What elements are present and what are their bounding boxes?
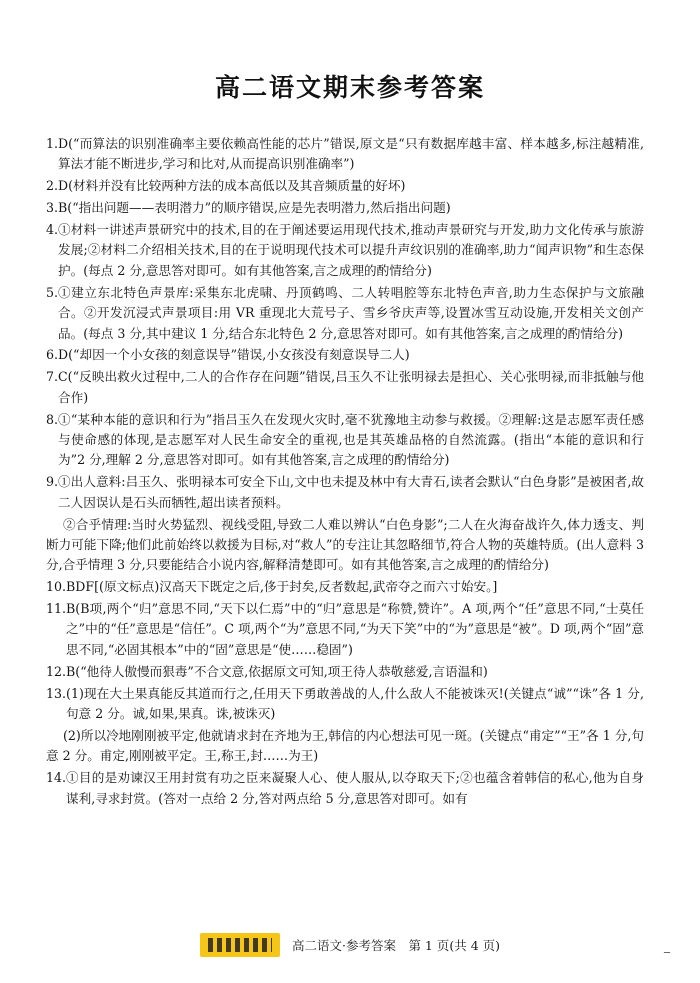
answer-number: 12.: [46, 663, 67, 679]
answer-item: [46, 472, 644, 513]
answer-text: ①出人意料:吕玉久、张明禄本可安全下山,文中也未提及林中有大青石,读者会默认“白色身影”是被困者,故二人因误认是石头而牺牲,超出读者预料。: [58, 474, 644, 510]
answer-text: D(“而算法的识别准确率主要依赖高性能的芯片”错误,原文是“只有数据库越丰富、样本越多,标注越精准,算法才能不断进步,学习和比对,从而提高识别准确率”): [58, 136, 644, 172]
answer-item: [46, 410, 644, 471]
jyeoo-logo-icon: [200, 933, 280, 957]
answer-item: [46, 662, 644, 682]
answer-subitem: ②合乎情理:当时火势猛烈、视线受阻,导致二人难以辨认“白色身影”;二人在火海奋战许久,体力透支、判断力可能下降;他们此前始终以救援为目标,对“救人”的专注让其忽略细节,符合人物的英雄特质。(出人意料 3 分,合乎情理 3 分,只要能结合小说内容,解释清楚即可。如有其他答案,言之成理的酌情给分): [46, 516, 644, 573]
footer-label: 高二语文·参考答案 第 1 页(共 4 页): [291, 938, 501, 953]
answer-item: [46, 283, 644, 344]
answer-number: 1.: [46, 136, 59, 151]
answer-text: D(材料并没有比较两种方法的成本高低以及其音频质量的好坏): [58, 178, 406, 194]
answer-item: [46, 220, 644, 281]
answers-list: [0, 104, 700, 809]
answer-number: 4.: [46, 222, 59, 238]
answer-text: ①“某种本能的意识和行为”指吕玉久在发现火灾时,毫不犹豫地主动参与救援。②理解:这是志愿军责任感与使命感的体现,是志愿军对人民生命安全的重视,也是其英雄品格的自然流露。(指出“本能的意识和行为”2 分,理解 2 分,意思答对即可。如有其他答案,言之成理的酌情给分): [58, 411, 644, 468]
answer-number: 3.: [46, 200, 59, 216]
answer-number: 13.: [46, 685, 67, 701]
answer-text: ①目的是劝谏汉王用封赏有功之臣来凝聚人心、使人服从,以夺取天下;②也蕴含着韩信的私心,他为自身谋利,寻求封赏。(答对一点给 2 分,答对两点给 5 分,意思答对即可。如有: [66, 770, 644, 806]
answer-item: [46, 198, 644, 218]
answer-number: 8.: [46, 411, 59, 427]
answer-item: [46, 577, 644, 597]
answer-number: 10.: [46, 579, 67, 595]
answer-subitem: (2)所以冷地刚刚被平定,他就请求封在齐地为王,韩信的内心想法可见一斑。(关键点“甫定”“王”各 1 分,句意 2 分。甫定,刚刚被平定。王,称王,封……为王): [46, 727, 644, 764]
answer-number: 9.: [46, 474, 59, 490]
answer-text: D(“却因一个小女孩的刻意误导”错误,小女孩没有刻意误导二人): [58, 347, 410, 363]
answer-number: 2.: [46, 178, 59, 194]
answer-number: 7.: [46, 369, 59, 385]
answer-text: BDF[(原文标点)汉高天下既定之后,侈于封矣,反者数起,武帝夺之而六寸始安。]: [66, 579, 498, 595]
footer-trailing-mark: _: [664, 939, 670, 953]
answer-text: C(“反映出救火过程中,二人的合作存在问题”错误,吕玉久不让张明禄去是担心、关心张明禄,而非抵触与他合作): [58, 369, 644, 405]
answer-text: B(“指出问题——表明潜力”的顺序错误,应是先表明潜力,然后指出问题): [58, 200, 451, 216]
answer-item: [46, 367, 644, 408]
answer-item: [46, 599, 644, 660]
answer-item: [46, 768, 644, 809]
answer-number: 5.: [46, 284, 59, 300]
answer-text: ①材料一讲述声景研究中的技术,目的在于阐述要运用现代技术,推动声景研究与开发,助力文化传承与旅游发展;②材料二介绍相关技术,目的在于说明现代技术可以提升声纹识别的准确率,助力“闻声识物”和生态保护。(每点 2 分,意思答对即可。如有其他答案,言之成理的酌情给分): [58, 222, 644, 278]
answer-item: [46, 176, 644, 196]
page-title: 高二语文期末参考答案: [214, 73, 485, 102]
answer-number: 11.: [46, 601, 67, 617]
answer-text: B(“他待人傲慢而狠毒”不合文意,依据原文可知,项王待人恭敬慈爱,言语温和): [66, 663, 488, 679]
answer-item: [46, 134, 644, 175]
answer-text: ①建立东北特色声景库:采集东北虎啸、丹顶鹤鸣、二人转唱腔等东北特色声音,助力生态保护与文旅融合。②开发沉浸式声景项目:用 VR 重现北大荒号子、雪乡爷庆声等,设置冰雪互动设施,开发相关文创产品。(每点 3 分,其中建议 1 分,结合东北特色 2 分,意思答对即可。如有其他答案,言之成理的酌情给分): [58, 284, 644, 341]
answer-text: B(B项,两个“归”意思不同,“天下以仁焉”中的“归”意思是“称赞,赞许”。A 项,两个“任”意思不同,“士莫任之”中的“任”意思是“信任”。C 项,两个“为”意思不同,“为天下笑”中的“为”意思是“被”。D 项,两个“固”意思不同,“必固其根本”中的“固”意思是“使……稳固”): [66, 601, 644, 657]
answer-text: (1)现在大土果真能反其道而行之,任用天下勇敢善战的人,什么敌人不能被诛灭!(关键点“诚”“诛”各 1 分,句意 2 分。诚,如果,果真。诛,被诛灭): [66, 685, 644, 722]
page-footer: [0, 933, 700, 957]
answer-item: [46, 345, 644, 365]
answer-number: 6.: [46, 347, 59, 363]
answer-number: 14.: [46, 770, 67, 786]
answer-item: [46, 684, 644, 725]
